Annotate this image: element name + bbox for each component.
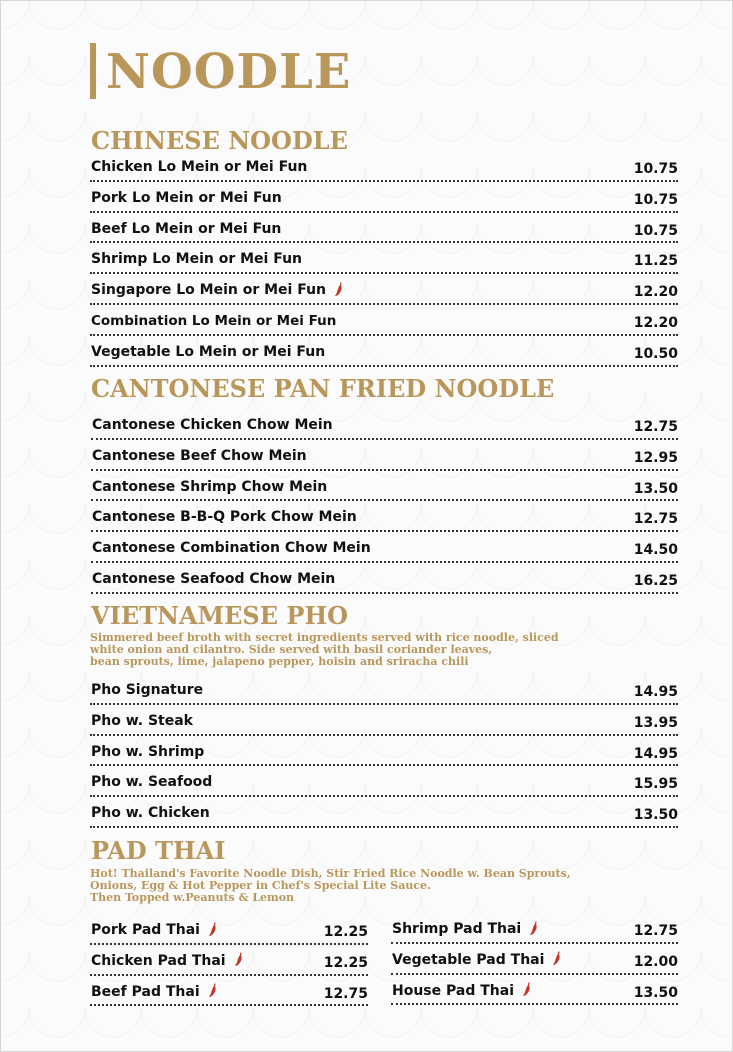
chinese-noodle-list	[90, 151, 678, 367]
item-name	[91, 282, 344, 298]
menu-item	[90, 305, 678, 336]
item-name: Pho w. Chicken	[91, 805, 210, 822]
item-name	[392, 921, 539, 937]
menu-item	[391, 913, 678, 944]
menu-item	[90, 674, 678, 705]
chili-pepper-icon	[208, 921, 218, 937]
item-price: 12.75	[633, 511, 678, 528]
chili-pepper-icon	[208, 982, 218, 998]
item-price: 10.75	[633, 222, 678, 239]
item-price: 13.50	[633, 480, 678, 497]
item-name: Cantonese Beef Chow Mein	[92, 447, 307, 464]
menu-item	[91, 471, 678, 502]
pad-thai-list-left	[90, 914, 368, 1006]
menu-item	[90, 797, 678, 828]
pad-thai-list-right	[391, 913, 678, 1005]
item-price: 14.50	[633, 542, 678, 559]
item-name: Cantonese B-B-Q Pork Chow Mein	[92, 509, 357, 526]
item-name: Shrimp Lo Mein or Mei Fun	[91, 251, 303, 268]
item-price: 10.50	[633, 345, 678, 362]
item-price: 12.75	[633, 419, 678, 435]
item-name: Vegetable Lo Mein or Mei Fun	[91, 343, 326, 360]
item-name: Pho w. Seafood	[91, 774, 213, 791]
chili-pepper-icon	[522, 981, 532, 997]
item-name	[392, 952, 562, 968]
pad-thai-description: Hot! Thailand's Favorite Noodle Dish, Stir Fried Rice Noodle w. Bean Sprouts, Onions, Egg & Hot Pepper in Chef's Special Lite Sauce. Then Topped w.Peanuts & Lemon	[90, 867, 571, 904]
menu-item	[90, 914, 368, 945]
menu-item	[90, 243, 678, 274]
menu-item	[91, 532, 678, 563]
item-name-text: Pork Pad Thai	[91, 922, 200, 938]
item-price: 12.20	[633, 314, 678, 331]
item-price: 11.25	[633, 253, 678, 270]
item-name: Combination Lo Mein or Mei Fun	[91, 312, 337, 329]
menu-item	[90, 336, 678, 367]
pho-description: Simmered beef broth with secret ingredients served with rice noodle, sliced white onion and cilantro. Side served with basil coriander leaves, bean sprouts, lime, jalapeno pepper, hoisin and sriracha chili	[90, 631, 559, 668]
item-name-text: Chicken Pad Thai	[91, 952, 226, 969]
menu-item	[91, 501, 678, 532]
item-price: 12.00	[633, 953, 678, 970]
menu-item	[90, 274, 678, 305]
menu-item	[90, 213, 678, 244]
section-title-pho: VIETNAMESE PHO	[91, 601, 349, 630]
item-price: 14.95	[633, 684, 678, 700]
item-name-text: House Pad Thai	[392, 982, 514, 999]
item-price: 15.95	[633, 776, 678, 793]
menu-item	[90, 945, 368, 976]
menu-item	[391, 975, 678, 1006]
section-title-pad-thai: PAD THAI	[91, 836, 226, 865]
menu-item	[391, 944, 678, 975]
section-title-cantonese: CANTONESE PAN FRIED NOODLE	[91, 374, 555, 403]
section-title-chinese-noodle: CHINESE NOODLE	[91, 126, 348, 155]
item-name	[91, 953, 244, 969]
item-price: 12.25	[323, 954, 368, 971]
menu-item	[90, 182, 678, 213]
item-name: Cantonese Seafood Chow Mein	[92, 570, 336, 587]
item-price: 13.50	[633, 984, 678, 1001]
chili-pepper-icon	[234, 951, 244, 967]
item-name: Cantonese Shrimp Chow Mein	[92, 478, 328, 495]
item-name: Cantonese Combination Chow Mein	[92, 540, 371, 557]
cantonese-list	[91, 409, 678, 594]
item-name-text: Singapore Lo Mein or Mei Fun	[91, 282, 327, 299]
item-name: Cantonese Chicken Chow Mein	[92, 417, 333, 433]
item-price: 12.25	[323, 924, 368, 940]
pho-list	[90, 674, 678, 828]
item-name: Pho Signature	[91, 682, 204, 698]
menu-item	[91, 563, 678, 594]
item-name: Beef Lo Mein or Mei Fun	[91, 220, 282, 237]
item-price: 12.95	[633, 449, 678, 466]
item-price: 10.75	[633, 161, 678, 177]
menu-item	[90, 705, 678, 736]
menu-item	[90, 766, 678, 797]
item-price: 13.95	[633, 714, 678, 731]
item-name-text: Vegetable Pad Thai	[392, 951, 545, 968]
chili-pepper-icon	[334, 281, 344, 297]
item-price: 16.25	[633, 572, 678, 589]
item-name	[91, 922, 218, 938]
item-name: Chicken Lo Mein or Mei Fun	[91, 159, 308, 175]
item-price: 12.20	[633, 284, 678, 301]
item-name	[392, 983, 532, 999]
item-name-text: Shrimp Pad Thai	[392, 921, 522, 937]
item-name: Pho w. Steak	[91, 712, 193, 729]
item-name	[91, 984, 218, 1000]
item-price: 10.75	[633, 191, 678, 208]
title-accent-bar	[90, 43, 96, 99]
chili-pepper-icon	[552, 950, 562, 966]
item-price: 14.95	[633, 745, 678, 762]
page-title: NOODLE	[106, 44, 352, 100]
item-name: Pho w. Shrimp	[91, 743, 205, 760]
item-price: 13.50	[633, 807, 678, 824]
menu-item	[91, 440, 678, 471]
item-price: 12.75	[323, 985, 368, 1002]
item-name: Pork Lo Mein or Mei Fun	[91, 189, 282, 206]
item-price: 12.75	[633, 923, 678, 939]
menu-item	[91, 409, 678, 440]
chili-pepper-icon	[529, 920, 539, 936]
item-name-text: Beef Pad Thai	[91, 983, 200, 1000]
menu-item	[90, 736, 678, 767]
menu-item	[90, 976, 368, 1007]
menu-item	[90, 151, 678, 182]
